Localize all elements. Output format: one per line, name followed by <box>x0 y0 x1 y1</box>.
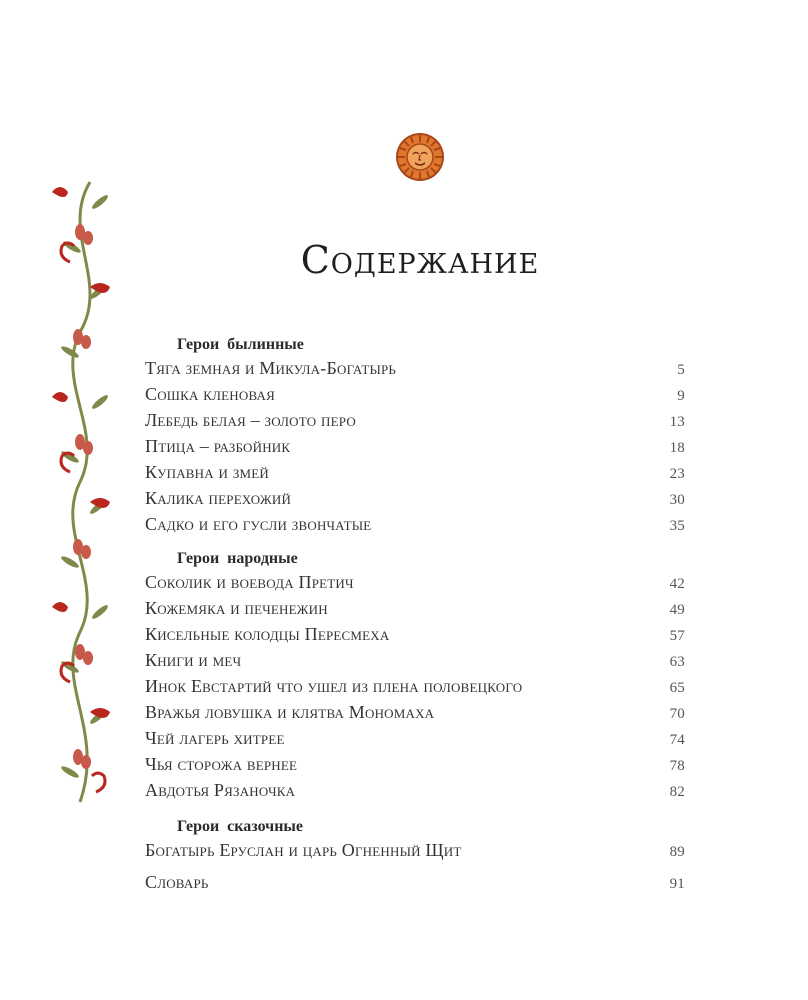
toc-entry-dictionary[interactable] <box>145 869 685 895</box>
toc-entry[interactable] <box>145 459 685 485</box>
entry-title: Словарь <box>145 872 209 892</box>
page-number: 70 <box>669 706 685 722</box>
table-of-contents <box>145 335 685 895</box>
entry-title: Чей лагерь хитрее <box>145 728 285 748</box>
page-number: 9 <box>677 388 685 404</box>
entry-title: Тяга земная и Микула-Богатырь <box>145 358 397 378</box>
toc-entry[interactable] <box>145 725 685 751</box>
toc-entry[interactable] <box>145 777 685 803</box>
sun-face-icon <box>395 132 445 182</box>
entry-title: Кисельные колодцы Пересмеха <box>145 624 390 644</box>
toc-entry[interactable] <box>145 569 685 595</box>
section-heading: Герои народные <box>177 550 298 567</box>
toc-entry[interactable] <box>145 381 685 407</box>
entry-title: Инок Евстартий что ушел из плена половецкого <box>145 676 523 696</box>
entry-title: Вражья ловушка и клятва Мономаха <box>145 702 435 722</box>
toc-entry[interactable] <box>145 355 685 381</box>
page-number: 23 <box>669 466 685 482</box>
page-number: 18 <box>669 440 685 456</box>
entry-title: Калика перехожий <box>145 488 292 508</box>
entry-title: Кожемяка и печенежин <box>145 598 328 618</box>
page-number: 82 <box>669 784 685 800</box>
section-heading: Герои былинные <box>177 336 304 353</box>
entry-title: Садко и его гусли звончатые <box>145 514 372 534</box>
floral-ornament <box>50 172 116 812</box>
page-number: 74 <box>669 732 685 748</box>
toc-entry[interactable] <box>145 485 685 511</box>
toc-entry[interactable] <box>145 595 685 621</box>
page-number: 35 <box>669 518 685 534</box>
entry-title: Чья сторожа вернее <box>145 754 298 774</box>
entry-title: Купавна и змей <box>145 462 270 482</box>
page-number: 57 <box>669 628 685 644</box>
page-number: 13 <box>669 414 685 430</box>
entry-title: Соколик и воевода Претич <box>145 572 354 592</box>
entry-title: Авдотья Рязаночка <box>145 780 296 800</box>
section-heading: Герои сказочные <box>177 818 304 835</box>
toc-entry[interactable] <box>145 673 685 699</box>
toc-entry[interactable] <box>145 647 685 673</box>
toc-entry[interactable] <box>145 837 685 863</box>
toc-entry[interactable] <box>145 511 685 537</box>
toc-entry[interactable] <box>145 621 685 647</box>
page-title: Содержание <box>300 238 540 282</box>
page-number: 78 <box>669 758 685 774</box>
toc-entry[interactable] <box>145 751 685 777</box>
entry-title: Птица – разбойник <box>145 436 291 456</box>
page-number: 91 <box>669 876 685 892</box>
toc-entry[interactable] <box>145 433 685 459</box>
page-number: 89 <box>669 844 685 860</box>
page-number: 5 <box>677 362 685 378</box>
entry-title: Книги и меч <box>145 650 242 670</box>
toc-entry[interactable] <box>145 699 685 725</box>
entry-title: Сошка кленовая <box>145 384 275 404</box>
entry-title: Богатырь Еруслан и царь Огненный Щит <box>145 840 462 860</box>
page-number: 42 <box>669 576 685 592</box>
page-number: 30 <box>669 492 685 508</box>
toc-entry[interactable] <box>145 407 685 433</box>
page-number: 65 <box>669 680 685 696</box>
entry-title: Лебедь белая – золото перо <box>145 410 356 430</box>
page-number: 49 <box>669 602 685 618</box>
page-number: 63 <box>669 654 685 670</box>
